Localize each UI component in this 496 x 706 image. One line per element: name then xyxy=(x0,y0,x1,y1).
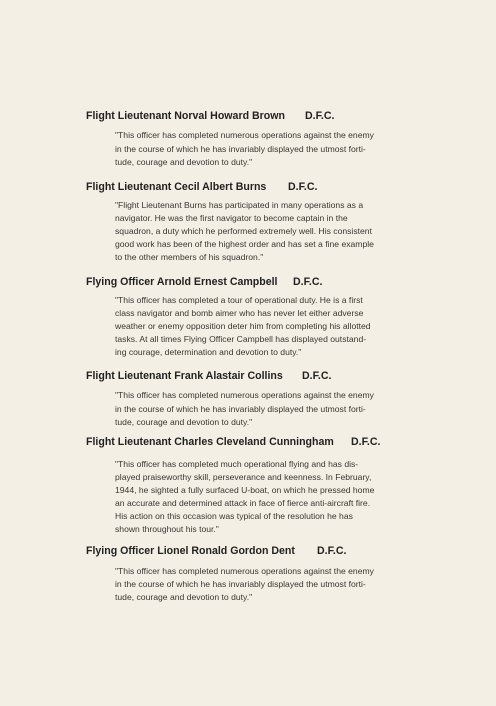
citation-line: tude, courage and devotion to duty." xyxy=(115,417,253,427)
citation-line: in the course of which he has invariably displayed the utmost forti- xyxy=(115,144,366,154)
citation-line: His action on this occasion was typical of the resolution he has xyxy=(115,511,353,521)
citation-line: ing courage, determination and devotion to duty." xyxy=(115,347,302,357)
citation-line: tude, courage and devotion to duty." xyxy=(115,592,253,602)
citation-line: in the course of which he has invariably displayed the utmost forti- xyxy=(115,579,366,589)
award-abbreviation: D.F.C. xyxy=(293,276,323,288)
citation-line: "Flight Lieutenant Burns has participated in many operations as a xyxy=(115,200,364,210)
award-abbreviation: D.F.C. xyxy=(317,545,347,557)
citation-line: class navigator and bomb aimer who has never let either adverse xyxy=(115,308,364,318)
citation-line: shown throughout his tour." xyxy=(115,524,219,534)
citation-line: "This officer has completed numerous operations against the enemy xyxy=(115,566,374,576)
recipient-name: Flying Officer Lionel Ronald Gordon Dent xyxy=(86,545,295,557)
citation-line: good work has been of the highest order and has set a fine example xyxy=(115,239,374,249)
recipient-name: Flight Lieutenant Charles Cleveland Cunningham xyxy=(86,436,334,448)
award-abbreviation: D.F.C. xyxy=(351,436,381,448)
citation-line: "This officer has completed much operational flying and has dis- xyxy=(115,459,359,469)
citation-line: "This officer has completed a tour of operational duty. He is a first xyxy=(115,295,363,305)
citation-line: an accurate and determined attack in face of fierce anti-aircraft fire. xyxy=(115,498,371,508)
citation-line: played praiseworthy skill, perseverance and keenness. In February, xyxy=(115,472,372,482)
recipient-name: Flight Lieutenant Norval Howard Brown xyxy=(86,110,285,122)
citation-line: 1944, he sighted a fully surfaced U-boat, on which he pressed home xyxy=(115,485,375,495)
citation-line: "This officer has completed numerous operations against the enemy xyxy=(115,130,374,140)
citation-line: weather or enemy opposition deter him from completing his allotted xyxy=(115,321,371,331)
recipient-name: Flight Lieutenant Cecil Albert Burns xyxy=(86,181,267,193)
citation-line: squadron, a duty which he performed extremely well. His consistent xyxy=(115,226,372,236)
citation-line: "This officer has completed numerous operations against the enemy xyxy=(115,390,374,400)
citation-line: tude, courage and devotion to duty." xyxy=(115,157,253,167)
award-abbreviation: D.F.C. xyxy=(288,181,318,193)
award-abbreviation: D.F.C. xyxy=(302,370,332,382)
citation-line: tasks. At all times Flying Officer Campbell has displayed outstand- xyxy=(115,334,367,344)
recipient-name: Flight Lieutenant Frank Alastair Collins xyxy=(86,370,283,382)
award-abbreviation: D.F.C. xyxy=(305,110,335,122)
recipient-name: Flying Officer Arnold Ernest Campbell xyxy=(86,276,278,288)
citation-line: to the other members of his squadron." xyxy=(115,252,264,262)
citation-line: in the course of which he has invariably displayed the utmost forti- xyxy=(115,404,366,414)
citation-line: navigator. He was the first navigator to become captain in the xyxy=(115,213,348,223)
